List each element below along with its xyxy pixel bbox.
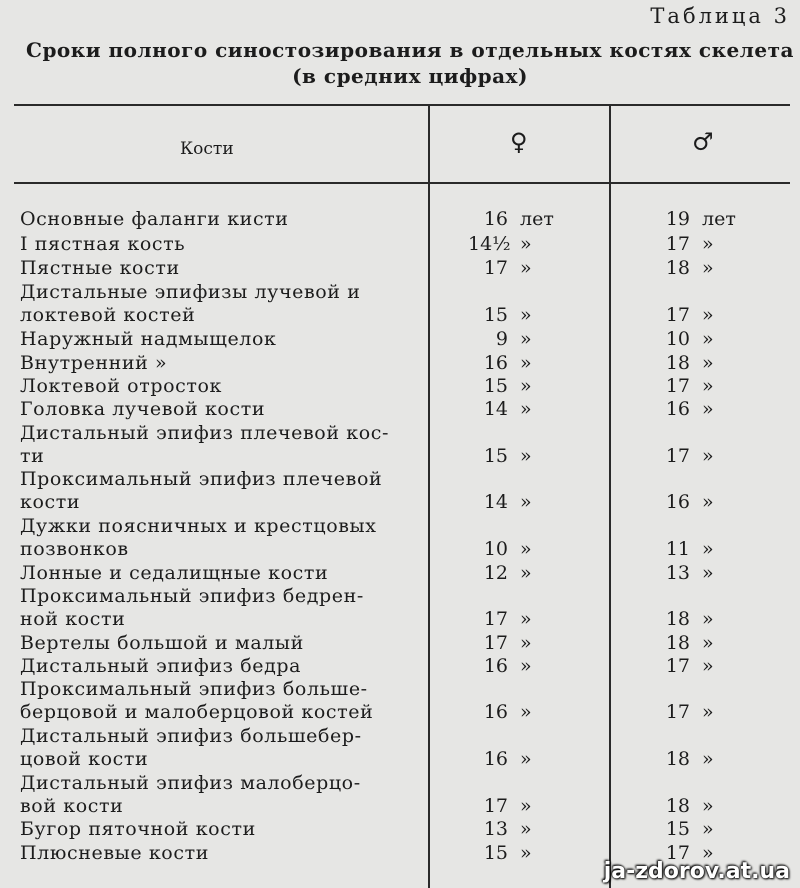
female-symbol-icon: ♀: [510, 128, 528, 156]
column-divider-2: [609, 106, 611, 888]
row-bone-name: Дистальный эпифиз малоберцо- вой кости: [20, 772, 361, 817]
row-female-age: 16 »: [483, 701, 532, 723]
row-female-age: 14½ »: [468, 233, 532, 255]
table-subtitle: (в средних цифрах): [292, 64, 528, 88]
row-male-age: 18 »: [665, 632, 714, 654]
row-bone-name: Локтевой отросток: [20, 375, 222, 397]
row-bone-name: I пястная кость: [20, 233, 186, 255]
row-male-age: 18 »: [665, 608, 714, 630]
row-male-age: 17 »: [665, 655, 714, 677]
row-bone-name: Внутренний »: [20, 352, 168, 374]
row-female-age: 16 »: [483, 748, 532, 770]
row-bone-name: Проксимальный эпифиз бедрен- ной кости: [20, 585, 364, 630]
header-bottom-rule: [14, 182, 790, 184]
row-female-age: 14 »: [483, 491, 532, 513]
row-female-age: 13 »: [483, 818, 532, 840]
row-female-age: 16 »: [483, 352, 532, 374]
row-male-age: 16 »: [665, 491, 714, 513]
row-female-age: 16 лет: [483, 208, 554, 230]
row-male-age: 18 »: [665, 748, 714, 770]
row-female-age: 9 »: [495, 328, 532, 350]
row-bone-name: Лонные и седалищные кости: [20, 562, 329, 584]
row-male-age: 17 »: [665, 375, 714, 397]
row-female-age: 17 »: [483, 257, 532, 279]
row-bone-name: Дистальный эпифиз бедра: [20, 655, 302, 677]
table-title: Сроки полного синостозирования в отдельных костях скелета: [26, 38, 794, 62]
row-female-age: 14 »: [483, 398, 532, 420]
row-bone-name: Бугор пяточной кости: [20, 818, 256, 840]
row-bone-name: Основные фаланги кисти: [20, 208, 289, 230]
row-female-age: 17 »: [483, 632, 532, 654]
header-bones: Кости: [180, 139, 234, 159]
row-male-age: 15 »: [665, 818, 714, 840]
row-bone-name: Дистальный эпифиз плечевой кос- ти: [20, 422, 389, 467]
row-bone-name: Головка лучевой кости: [20, 398, 266, 420]
row-male-age: 18 »: [665, 795, 714, 817]
row-female-age: 10 »: [483, 538, 532, 560]
row-male-age: 18 »: [665, 352, 714, 374]
row-male-age: 17 »: [665, 445, 714, 467]
row-male-age: 13 »: [665, 562, 714, 584]
row-female-age: 17 »: [483, 795, 532, 817]
row-male-age: 11 »: [665, 538, 714, 560]
row-bone-name: Дужки поясничных и крестцовых позвонков: [20, 515, 377, 560]
column-divider-1: [428, 106, 430, 888]
row-male-age: 17 »: [665, 304, 714, 326]
table-number: Таблица 3: [650, 4, 790, 28]
row-bone-name: Проксимальный эпифиз больше- берцовой и малоберцовой костей: [20, 678, 374, 723]
row-male-age: 17 »: [665, 701, 714, 723]
row-male-age: 16 »: [665, 398, 714, 420]
row-female-age: 15 »: [483, 842, 532, 864]
row-male-age: 19 лет: [665, 208, 736, 230]
row-female-age: 15 »: [483, 375, 532, 397]
row-female-age: 16 »: [483, 655, 532, 677]
row-female-age: 12 »: [483, 562, 532, 584]
row-bone-name: Проксимальный эпифиз плечевой кости: [20, 468, 383, 513]
row-male-age: 17 »: [665, 842, 714, 864]
row-bone-name: Наружный надмыщелок: [20, 328, 277, 350]
row-male-age: 17 »: [665, 233, 714, 255]
male-symbol-icon: ♂: [692, 128, 714, 156]
row-female-age: 15 »: [483, 304, 532, 326]
row-bone-name: Дистальные эпифизы лучевой и локтевой костей: [20, 281, 361, 326]
row-female-age: 15 »: [483, 445, 532, 467]
row-bone-name: Вертелы большой и малый: [20, 632, 304, 654]
header-top-rule: [14, 104, 790, 106]
row-bone-name: Пястные кости: [20, 257, 180, 279]
row-female-age: 17 »: [483, 608, 532, 630]
row-male-age: 10 »: [665, 328, 714, 350]
row-bone-name: Плюсневые кости: [20, 842, 209, 864]
watermark: ja-zdorov.at.ua: [603, 859, 790, 884]
row-bone-name: Дистальный эпифиз большебер- цовой кости: [20, 725, 362, 770]
row-male-age: 18 »: [665, 257, 714, 279]
